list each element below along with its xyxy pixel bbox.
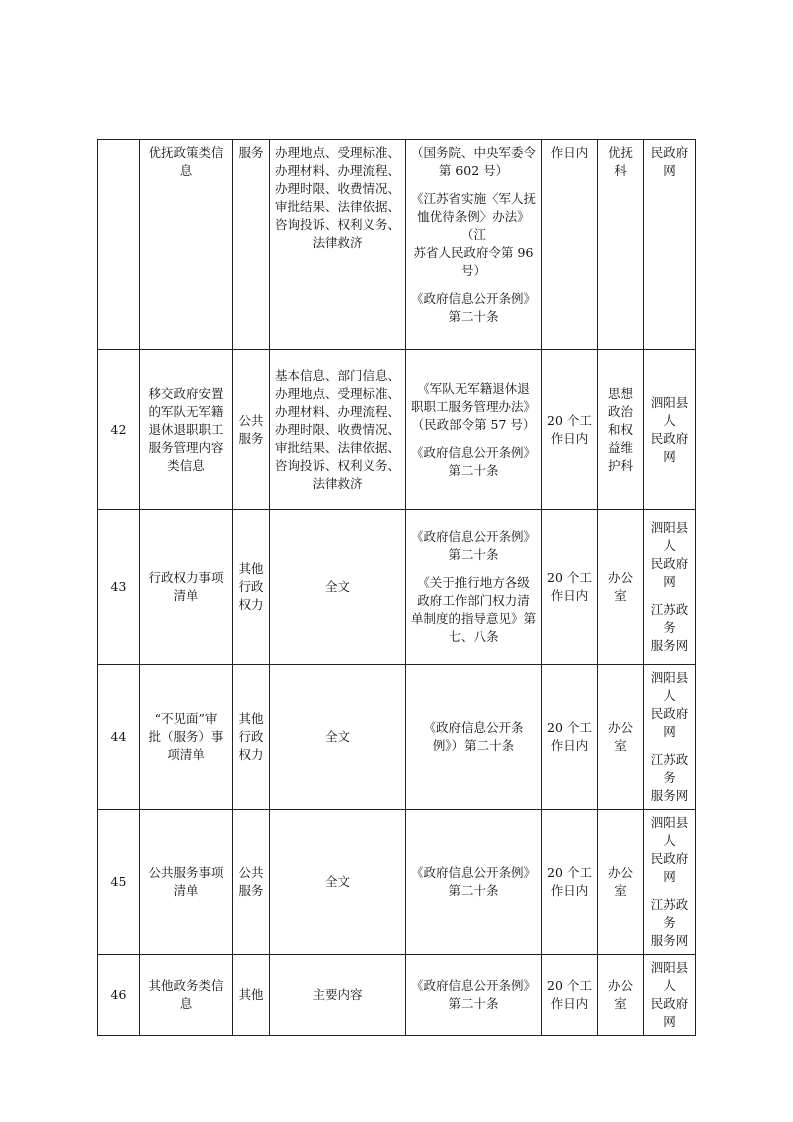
- cell-text-line: 江苏政务: [650, 897, 689, 930]
- cell-text-line: 《政府信息公开条: [423, 720, 524, 735]
- legal-basis-cell: [406, 140, 542, 350]
- cell-text-line: 《政府信息公开条例》: [410, 291, 536, 306]
- cell-text-line: 办公: [607, 978, 633, 993]
- cell-text-line: 咨询投诉、权利义务、: [274, 217, 400, 232]
- cell-text-line: 职职工服务管理办法》: [410, 398, 536, 414]
- cell-paragraph: [408, 528, 539, 564]
- time-limit-cell: [542, 955, 598, 1036]
- time-limit-cell: [542, 665, 598, 810]
- cell-text-line: 优抚: [607, 145, 633, 160]
- cell-text-line: 权力: [238, 747, 264, 762]
- cell-text-line: 室: [614, 738, 627, 753]
- cell-text-line: 办公: [607, 865, 633, 880]
- cell-text-line: 行政: [238, 729, 264, 744]
- disclosure-content-cell: [270, 350, 406, 510]
- disclosure-content-cell: [270, 810, 406, 955]
- cell-text-line: 全文: [324, 874, 350, 889]
- cell-text-line: “不见面”审: [154, 711, 218, 726]
- legal-basis-cell: [406, 510, 542, 665]
- cell-text-line: 服务网: [650, 788, 689, 803]
- cell-text-line: 《关于推行地方各级: [417, 575, 530, 590]
- cell-text-line: 泗阳县人: [650, 670, 689, 703]
- cell-text-line: 其他: [238, 561, 264, 576]
- cell-text-line: 20 个工: [547, 412, 592, 428]
- cell-text-line: 服务: [238, 145, 264, 160]
- department-cell: [598, 810, 644, 955]
- cell-paragraph: [646, 896, 693, 950]
- cell-text-line: 民政府网: [650, 851, 689, 884]
- cell-text-line: 第二十条: [448, 547, 499, 562]
- cell-text-line: 和权: [607, 421, 633, 437]
- cell-text-line: 服务: [238, 883, 264, 898]
- cell-text-line: 办公: [607, 720, 633, 735]
- legal-basis-cell: [406, 810, 542, 955]
- cell-text-line: 益维: [607, 439, 633, 455]
- cell-text-line: 《军队无军籍退休退: [417, 380, 530, 396]
- cell-paragraph: [408, 864, 539, 900]
- disclosure-table: [97, 139, 696, 1036]
- cell-text-line: 基本信息、部门信息、: [274, 367, 400, 383]
- cell-text-line: 20 个工: [547, 570, 592, 585]
- legal-basis-cell: [406, 350, 542, 510]
- cell-text-line: 的军队无军籍: [148, 403, 224, 419]
- cell-text-line: 退休退职职工: [148, 421, 224, 437]
- department-cell: [598, 350, 644, 510]
- cell-text-line: 例》）第二十条: [432, 738, 515, 753]
- cell-text-line: （国务院、中央军委令: [410, 145, 536, 160]
- cell-text-line: 办理时限、收费情况、: [274, 181, 400, 196]
- cell-paragraph: [408, 144, 539, 180]
- cell-text-line: 审批结果、法律依据、: [274, 439, 400, 455]
- cell-text-line: 泗阳县人: [650, 520, 689, 553]
- cell-text-line: 办理时限、收费情况、: [274, 421, 400, 437]
- cell-text-line: 全文: [324, 729, 350, 744]
- department-cell: [598, 140, 644, 350]
- cell-paragraph: [646, 814, 693, 886]
- channel-cell: [644, 810, 696, 955]
- table-row: [98, 810, 696, 955]
- cell-paragraph: [646, 394, 693, 466]
- cell-text-line: 其他: [238, 987, 264, 1002]
- time-limit-cell: [542, 510, 598, 665]
- time-limit-cell: [542, 810, 598, 955]
- cell-paragraph: [408, 380, 539, 434]
- cell-text-line: 服务管理内容: [148, 439, 224, 455]
- table-row: [98, 510, 696, 665]
- cell-text-line: 主要内容: [312, 987, 363, 1002]
- cell-text-line: 泗阳县人: [650, 394, 689, 428]
- cell-text-line: 民政府网: [650, 145, 689, 178]
- cell-text-line: 作日内: [550, 145, 589, 160]
- cell-text-line: 办公: [607, 570, 633, 585]
- cell-text-line: 江苏政务: [650, 752, 689, 785]
- cell-text-line: 《政府信息公开条例》: [410, 865, 536, 880]
- channel-cell: [644, 665, 696, 810]
- cell-text-line: 20 个工: [547, 865, 592, 880]
- table-row: [98, 350, 696, 510]
- department-cell: [598, 510, 644, 665]
- cell-text-line: 泗阳县人: [650, 960, 689, 993]
- cell-text-line: 公共服务事项: [148, 865, 224, 880]
- cell-text-line: 行政: [238, 579, 264, 594]
- cell-text-line: 护科: [607, 457, 633, 473]
- channel-cell: [644, 350, 696, 510]
- cell-text-line: 项清单: [167, 747, 205, 762]
- cell-text-line: 作日内: [550, 738, 589, 753]
- cell-text-line: 法律救济: [312, 235, 363, 250]
- cell-text-line: 室: [614, 588, 627, 603]
- cell-text-line: 作日内: [550, 883, 589, 898]
- row-number-cell: 43: [98, 510, 140, 665]
- cell-text-line: 思想: [607, 385, 633, 401]
- disclosure-content-cell: [270, 665, 406, 810]
- cell-paragraph: [408, 719, 539, 755]
- row-number-cell: 45: [98, 810, 140, 955]
- cell-text-line: 服务: [238, 430, 264, 446]
- cell-text-line: 类信息: [167, 457, 205, 473]
- cell-text-line: 清单: [173, 588, 199, 603]
- cell-text-line: 作日内: [550, 588, 589, 603]
- cell-text-line: 第二十条: [448, 462, 499, 478]
- channel-cell: [644, 955, 696, 1036]
- item-type-cell: [233, 350, 270, 510]
- cell-paragraph: [646, 751, 693, 805]
- cell-text-line: 公共: [238, 412, 264, 428]
- table-row: [98, 955, 696, 1036]
- cell-text-line: 民政府网: [650, 556, 689, 589]
- cell-text-line: 恤优待条例〉办法》（江: [417, 209, 530, 242]
- table-body: [98, 140, 696, 1036]
- cell-text-line: 《政府信息公开条例》: [410, 529, 536, 544]
- cell-text-line: 《政府信息公开条例》: [410, 978, 536, 993]
- cell-text-line: 民政府网: [650, 706, 689, 739]
- time-limit-cell: [542, 140, 598, 350]
- table-row: [98, 140, 696, 350]
- cell-text-line: 科: [614, 163, 627, 178]
- cell-text-line: 第二十条: [448, 996, 499, 1011]
- item-type-cell: [233, 810, 270, 955]
- item-name-cell: [140, 955, 233, 1036]
- cell-paragraph: [408, 574, 539, 646]
- cell-text-line: 行政权力事项: [148, 570, 224, 585]
- cell-text-line: 优抚政策类信: [148, 145, 224, 160]
- cell-text-line: 其他: [238, 711, 264, 726]
- cell-text-line: 批（服务）事: [148, 729, 224, 744]
- cell-text-line: 室: [614, 996, 627, 1011]
- cell-text-line: 第二十条: [448, 309, 499, 324]
- cell-text-line: 江苏政务: [650, 602, 689, 635]
- cell-text-line: 《政府信息公开条例》: [410, 444, 536, 460]
- table-row: [98, 665, 696, 810]
- cell-text-line: 作日内: [550, 996, 589, 1011]
- cell-text-line: 第 602 号）: [438, 163, 509, 178]
- cell-text-line: 服务网: [650, 638, 689, 653]
- cell-paragraph: [408, 444, 539, 480]
- disclosure-content-cell: [270, 140, 406, 350]
- cell-text-line: 咨询投诉、权利义务、: [274, 457, 400, 473]
- item-name-cell: [140, 810, 233, 955]
- cell-text-line: 审批结果、法律依据、: [274, 199, 400, 214]
- cell-paragraph: [646, 959, 693, 1031]
- cell-text-line: 全文: [324, 579, 350, 594]
- cell-text-line: 苏省人民政府令第 96: [413, 245, 534, 260]
- disclosure-content-cell: [270, 510, 406, 665]
- cell-text-line: 服务网: [650, 933, 689, 948]
- cell-paragraph: [646, 669, 693, 741]
- item-type-cell: [233, 510, 270, 665]
- department-cell: [598, 955, 644, 1036]
- row-number-cell: 44: [98, 665, 140, 810]
- item-type-cell: [233, 955, 270, 1036]
- cell-text-line: 办理地点、受理标准、: [274, 145, 400, 160]
- cell-text-line: 政治: [607, 403, 633, 419]
- cell-text-line: 政府工作部门权力清: [417, 593, 530, 608]
- cell-text-line: 民政府网: [650, 996, 689, 1029]
- cell-paragraph: [646, 519, 693, 591]
- cell-paragraph: [646, 601, 693, 655]
- cell-paragraph: [408, 290, 539, 326]
- cell-text-line: 息: [179, 163, 193, 178]
- cell-text-line: 其他政务类信: [148, 978, 224, 993]
- cell-paragraph: [646, 144, 693, 180]
- item-name-cell: [140, 665, 233, 810]
- channel-cell: [644, 140, 696, 350]
- item-name-cell: [140, 510, 233, 665]
- item-name-cell: [140, 140, 233, 350]
- channel-cell: [644, 510, 696, 665]
- row-number-cell: 42: [98, 350, 140, 510]
- legal-basis-cell: [406, 955, 542, 1036]
- cell-text-line: 办理地点、受理标准、: [274, 385, 400, 401]
- cell-text-line: 息: [179, 996, 193, 1011]
- cell-text-line: 办理材料、办理流程、: [274, 403, 400, 419]
- cell-paragraph: [408, 190, 539, 280]
- cell-text-line: 七、八条: [448, 629, 499, 644]
- item-type-cell: [233, 140, 270, 350]
- cell-text-line: 泗阳县人: [650, 815, 689, 848]
- cell-text-line: 移交政府安置: [148, 385, 224, 401]
- cell-text-line: 20 个工: [547, 720, 592, 735]
- cell-text-line: 20 个工: [547, 978, 592, 993]
- cell-text-line: 公共: [238, 865, 264, 880]
- cell-text-line: 单制度的指导意见》第: [410, 611, 536, 626]
- item-type-cell: [233, 665, 270, 810]
- cell-text-line: 《江苏省实施〈军人抚: [410, 191, 536, 206]
- department-cell: [598, 665, 644, 810]
- cell-text-line: 号）: [460, 263, 486, 278]
- cell-text-line: 室: [614, 883, 627, 898]
- row-number-cell: [98, 140, 140, 350]
- legal-basis-cell: [406, 665, 542, 810]
- time-limit-cell: [542, 350, 598, 510]
- disclosure-content-cell: [270, 955, 406, 1036]
- cell-paragraph: [408, 977, 539, 1013]
- cell-text-line: 清单: [173, 883, 199, 898]
- cell-text-line: 办理材料、办理流程、: [274, 163, 400, 178]
- cell-text-line: 第二十条: [448, 883, 499, 898]
- item-name-cell: [140, 350, 233, 510]
- row-number-cell: 46: [98, 955, 140, 1036]
- cell-text-line: （民政部令第 57 号）: [411, 416, 536, 432]
- cell-text-line: 民政府网: [650, 430, 689, 464]
- cell-text-line: 作日内: [550, 430, 589, 446]
- cell-text-line: 权力: [238, 597, 264, 612]
- cell-text-line: 法律救济: [312, 475, 363, 491]
